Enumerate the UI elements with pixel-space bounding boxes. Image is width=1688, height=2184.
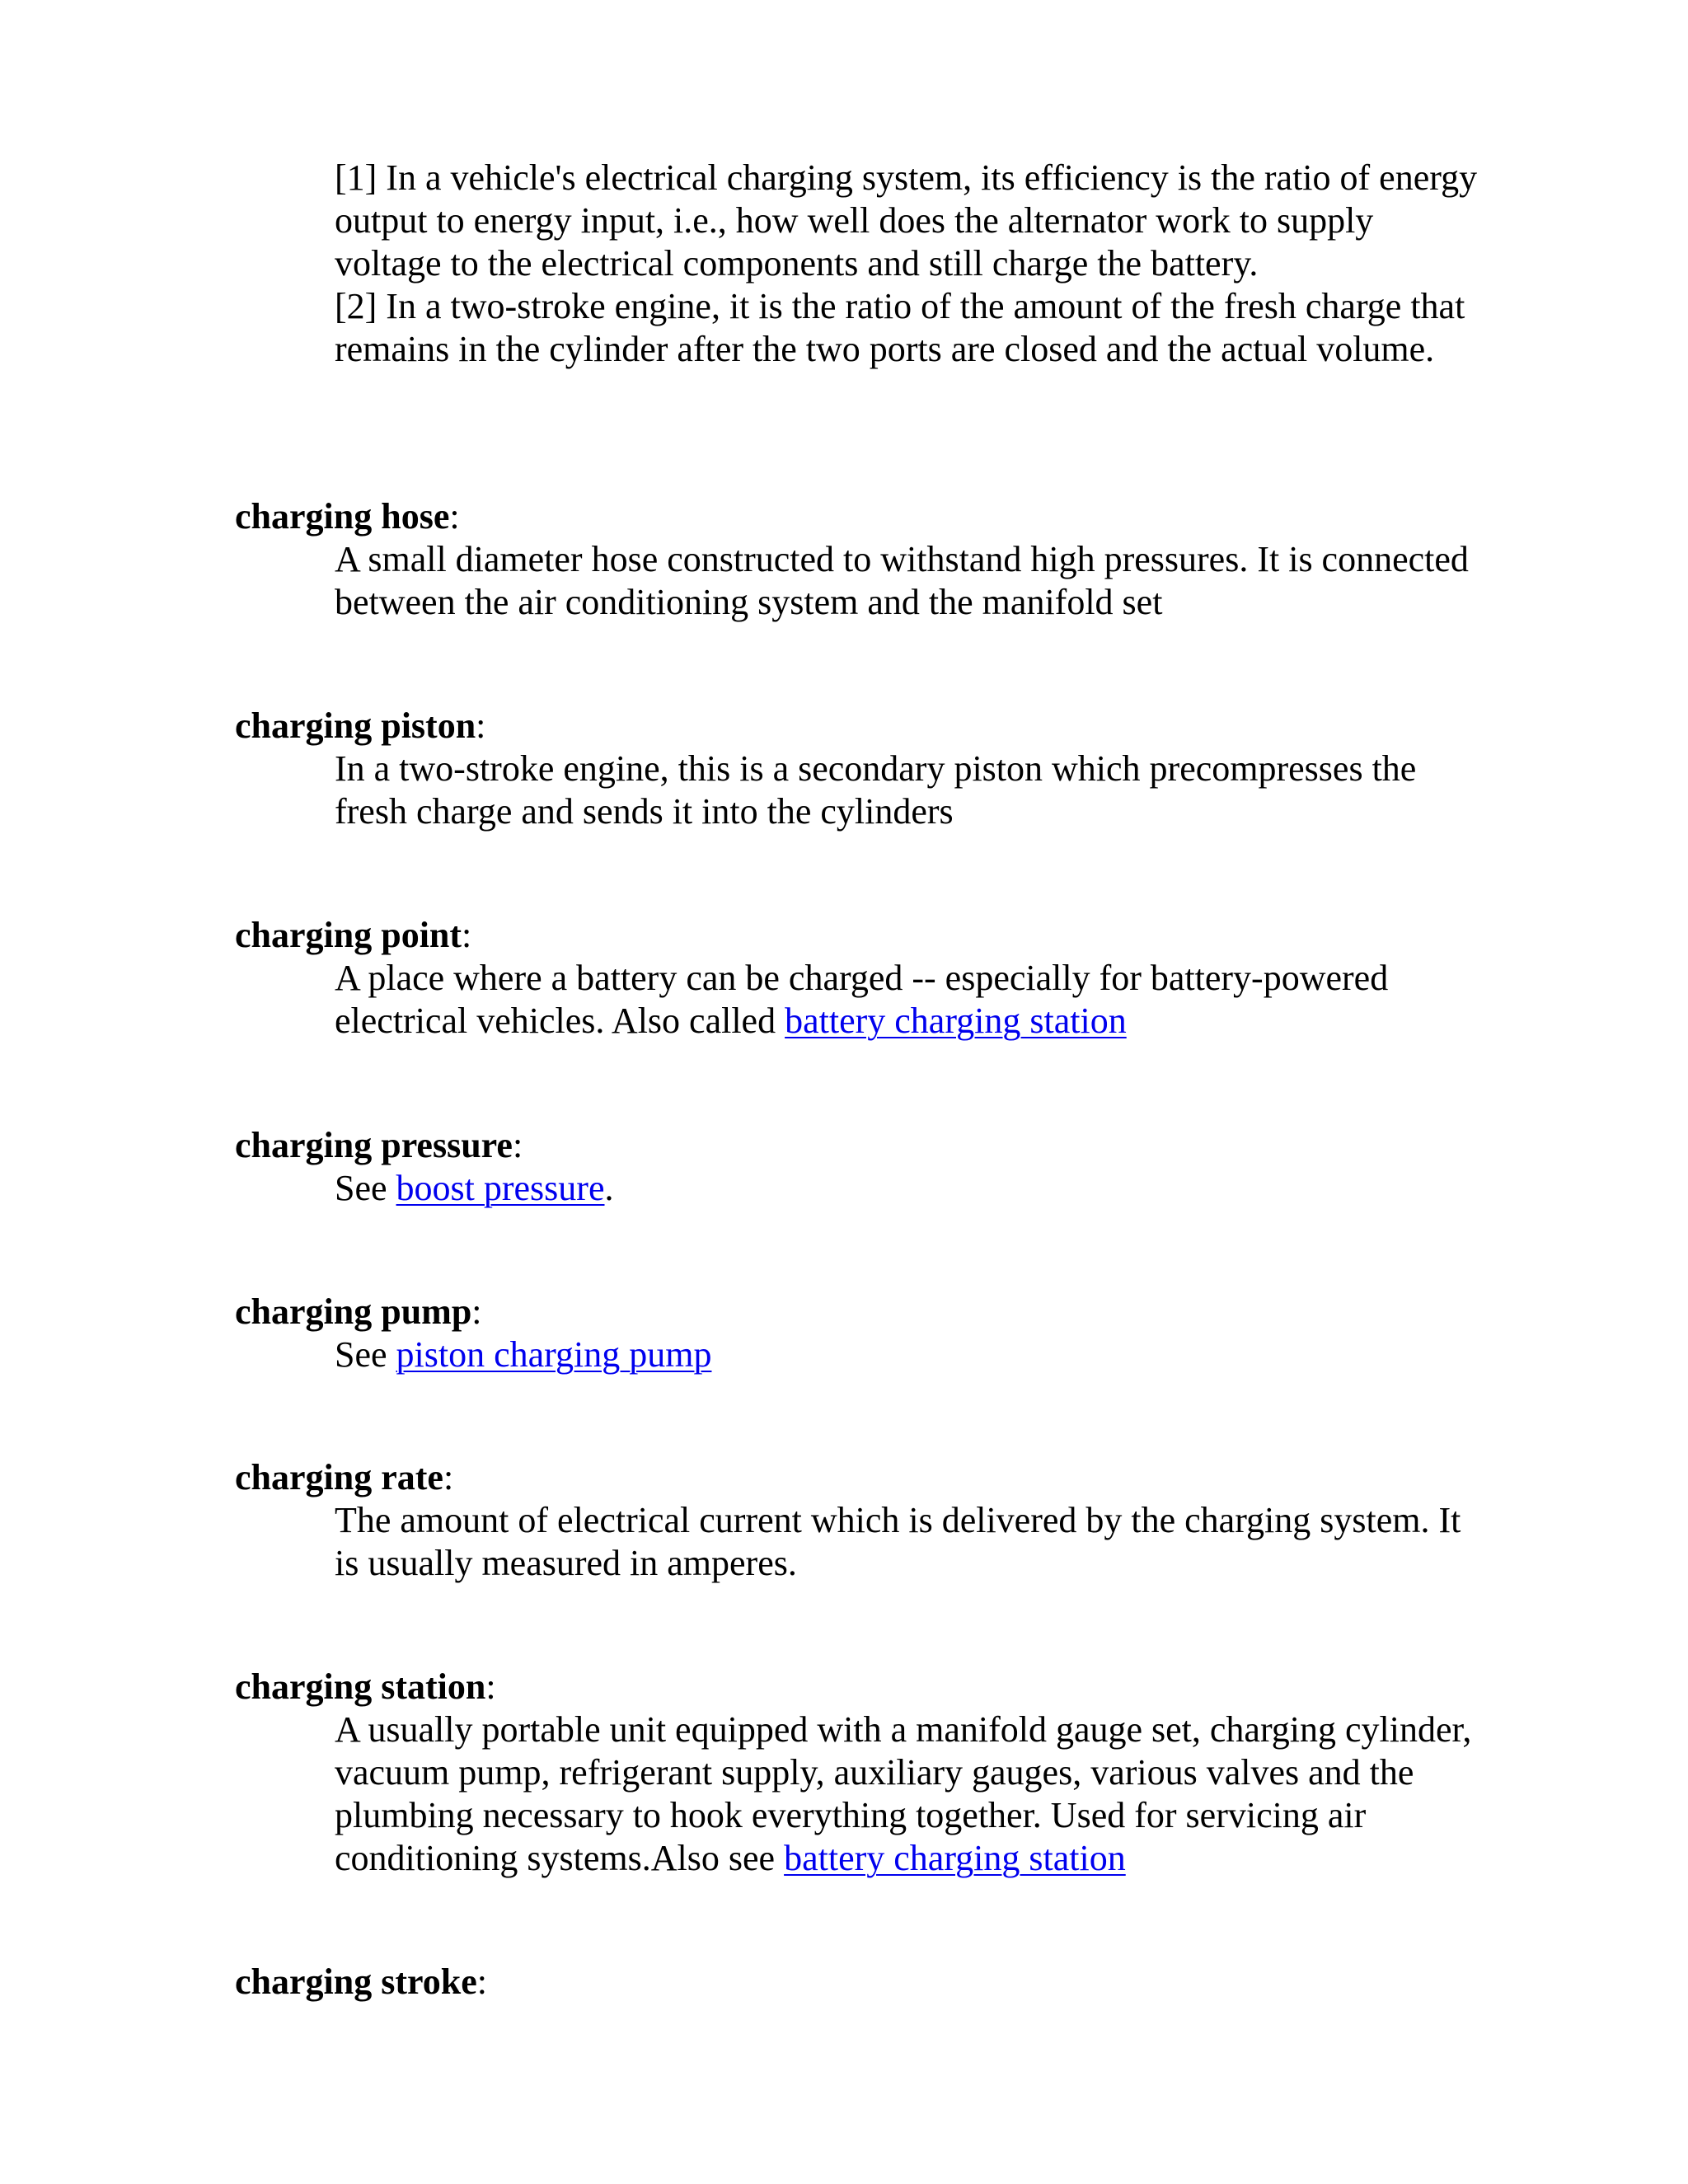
definition (335, 1499, 1489, 1585)
term-colon: : (443, 1457, 454, 1497)
term-colon: : (512, 1125, 523, 1165)
entry-charging-pump (235, 1291, 1521, 1376)
term-line (235, 705, 1521, 748)
term-colon: : (449, 496, 460, 537)
definition (335, 957, 1489, 1043)
term-colon: : (485, 1666, 496, 1707)
charging-efficiency-definition (335, 157, 1489, 371)
term: charging station (235, 1666, 486, 1707)
definition-tail: . (604, 1168, 614, 1208)
entry-charging-station (235, 1666, 1521, 1880)
term-colon: : (476, 1961, 487, 2002)
term-colon: : (462, 915, 472, 955)
term-line (235, 1456, 1521, 1499)
definition-lead: See (335, 1168, 396, 1208)
definition-text (335, 1708, 1489, 1880)
term: charging piston (235, 705, 476, 746)
piston-charging-pump-link[interactable]: piston charging pump (396, 1334, 712, 1375)
term-line (235, 1291, 1521, 1333)
battery-charging-station-link[interactable]: battery charging station (785, 1001, 1127, 1041)
term: charging rate (235, 1457, 443, 1497)
term-line (235, 1666, 1521, 1708)
definition (335, 1167, 1489, 1210)
definition-text: A small diameter hose constructed to withstand high pressures. It is connected between the air conditioning system and the manifold set (335, 539, 1469, 622)
definition-lead: See (335, 1334, 396, 1375)
term-line (235, 914, 1521, 957)
term-line (235, 495, 1521, 538)
definition-item-2: [2] In a two-stroke engine, it is the ratio of the amount of the fresh charge that remains in the cylinder after the two ports are closed and the actual volume. (335, 286, 1465, 369)
entry-charging-rate (235, 1456, 1521, 1585)
definition-text (335, 957, 1489, 1043)
definition (335, 748, 1489, 833)
definition-item-1: [1] In a vehicle's electrical charging system, its efficiency is the ratio of energy output to energy input, i.e., how well does the alternator work to supply voltage to the electrical components and still charge the battery. (335, 157, 1478, 284)
battery-charging-station-link[interactable]: battery charging station (784, 1838, 1126, 1878)
term-colon: : (471, 1291, 482, 1332)
entry-charging-stroke (235, 1961, 1521, 2004)
definition-text (335, 1333, 1489, 1376)
term: charging point (235, 915, 462, 955)
term-line (235, 1961, 1521, 2004)
entry-charging-point (235, 914, 1521, 1043)
entry-charging-piston (235, 705, 1521, 833)
definition-text: The amount of electrical current which is delivered by the charging system. It is usually measured in amperes. (335, 1500, 1461, 1583)
boost-pressure-link[interactable]: boost pressure (396, 1168, 605, 1208)
definition (335, 1708, 1489, 1880)
term: charging hose (235, 496, 450, 537)
definition-lead: A place where a battery can be charged -- especially for battery-powered electrical vehicles. Also called (335, 958, 1389, 1041)
term-colon: : (476, 705, 486, 746)
term: charging pressure (235, 1125, 513, 1165)
entry-charging-pressure (235, 1124, 1521, 1210)
definition-text (335, 1167, 1489, 1210)
term: charging stroke (235, 1961, 477, 2002)
definition-text: In a two-stroke engine, this is a secondary piston which precompresses the fresh charge and sends it into the cylinders (335, 748, 1417, 832)
entry-charging-hose (235, 495, 1521, 624)
term-line (235, 1124, 1521, 1167)
definition (335, 538, 1489, 624)
term: charging pump (235, 1291, 472, 1332)
definition-lead: A usually portable unit equipped with a manifold gauge set, charging cylinder, vacuum pump, refrigerant supply, auxiliary gauges, various valves and the plumbing necessary to hook everything together. Used for servicing air conditioning systems.Also see (335, 1709, 1472, 1878)
definition (335, 1333, 1489, 1376)
